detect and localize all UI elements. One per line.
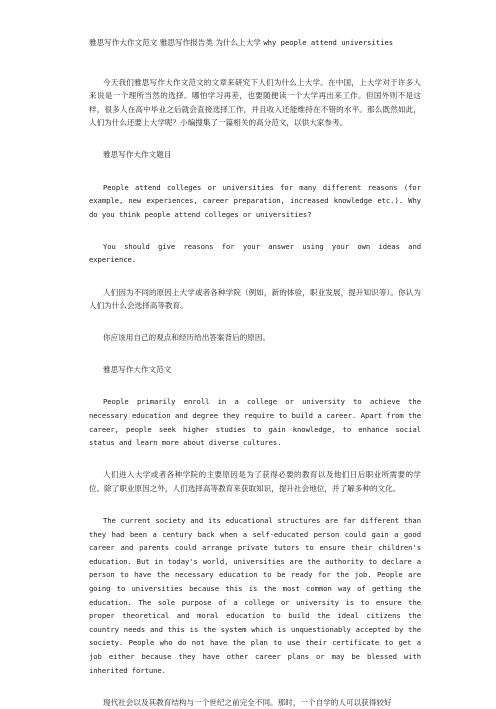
title-en: why people attend universities	[263, 38, 394, 47]
instruction-en-paragraph: You should give reasons for your answer using your own ideas and experience.	[89, 241, 421, 265]
instruction-cn-paragraph: 你应该用自己的观点和经历给出答案背后的原因。	[103, 333, 271, 343]
topic-heading: 雅思写作大作文题目	[103, 150, 172, 160]
topic-cn-paragraph: 人们因为不同的原因上大学或者各种学院（例如，新的体验，职业发展，提升知识等）。你认为人们为什么会选择高等教育。	[89, 287, 421, 311]
intro-paragraph: 今天我们雅思写作大作文范文的文章来研究下人们为什么上大学。在中国，上大学对于许多人来说是一个理所当然的选择。哪怕学习再差，也要随便读一个大学再出来工作。但国外则不是这样，很多人在高中毕业之后就会直接选择工作，并且收入还能维持在不错的水平。那么既然如此，人们为什么还要上大学呢？小编搜集了一篇相关的高分范文，以供大家参考。	[89, 77, 421, 128]
body-paragraph-1-cn: 人们进入大学或者各种学院的主要原因是为了获得必要的教育以及他们日后职业所需要的学位。除了职业原因之外，人们选择高等教育来获取知识，提升社会地位，并了解多种的文化。	[89, 470, 421, 493]
body-paragraph-1-en: People primarily enroll in a college or university to achieve the necessary education and degree they require to build a career. Apart from the career, people seek higher studies to gain knowledge, to enhance social status and learn more about diverse cultures.	[89, 397, 421, 448]
sample-heading: 雅思写作大作文范文	[103, 365, 172, 375]
body-paragraph-2-en: The current society and its educational structures are far different than they had been a century back when a self-educated person could gain a good career and parents could arrange private tutors to ensure their children's education. But in today's world, universities are the authority to declare a person to have the necessary education to be ready for the job. People are going to universities because this is the most common way of getting the education. The sole purpose of a college or university is to ensure the proper theoretical and moral education to build the ideal citizens the country needs and this is the system which is unquestionably accepted by the society. People who do not have the plan to use their certificate to get a job either because they have other career plans or may be blessed with inherited fortune.	[89, 515, 421, 675]
title-cn: 雅思写作大作文范文 雅思写作报告类 为什么上大学	[89, 38, 261, 47]
topic-en-paragraph: People attend colleges or universities for many different reasons (for example, new experiences, career preparation, increased knowledge etc.). Why do you think people attend colleges or universities?	[89, 182, 421, 219]
document-title	[89, 36, 421, 50]
body-paragraph-3-cn: 现代社会以及其教育结构与一个世纪之前完全不同。那时，一个自学的人可以获得较好	[103, 697, 392, 707]
